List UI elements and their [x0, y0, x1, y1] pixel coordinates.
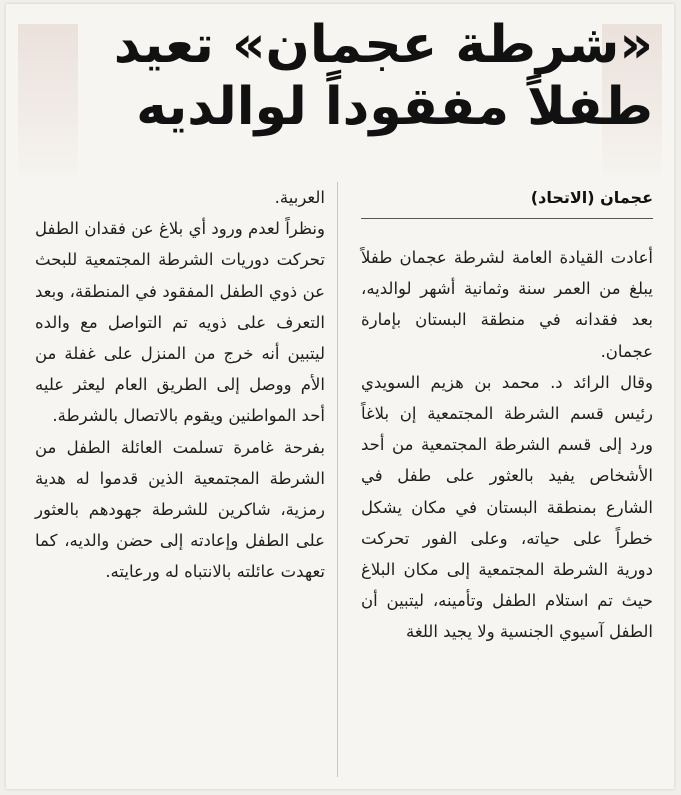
headline-line-2: طفلاً مفقوداً لوالديه — [136, 77, 653, 137]
column-divider — [337, 182, 338, 777]
article-headline — [93, 14, 653, 138]
faded-photo-left — [18, 24, 78, 174]
paragraph: وقال الرائد د. محمد بن هزيم السويدي رئيس قسم الشرطة المجتمعية إن بلاغاً ورد إلى قسم الشرطة المجتمعية من أحد الأشخاص يفيد بالعثور على طفل في الشارع بمنطقة البستان في مكان يشكل خطراً على حياته، وعلى الفور تحركت دورية الشرطة المجتمعية إلى مكان البلاغ حيث تم استلام الطفل وتأمينه، ليتبين أن الطفل آسيوي الجنسية ولا يجيد اللغة — [361, 372, 653, 642]
paragraph: أعادت القيادة العامة لشرطة عجمان طفلاً يبلغ من العمر سنة وثمانية أشهر لوالديه، بعد فقدانه في منطقة البستان بإمارة عجمان. — [361, 248, 653, 361]
article-byline: عجمان (الاتحاد) — [530, 188, 653, 207]
paragraph: العربية. — [274, 188, 325, 207]
paragraph: ونظراً لعدم ورود أي بلاغ عن فقدان الطفل تحركت دوريات الشرطة المجتمعية للبحث عن ذوي الطفل المفقود في المنطقة، وبعد التعرف على ذويه تم التواصل مع والده ليتبين أنه خرج من المنزل على غفلة من الأم ووصل إلى الطريق العام ليعثر عليه أحد المواطنين ويقوم بالاتصال بالشرطة. — [35, 219, 325, 426]
paragraph: بفرحة غامرة تسلمت العائلة الطفل من الشرطة المجتمعية الذين قدموا له هدية رمزية، شاكرين للشرطة جهودهم بالعثور على الطفل وإعادته إلى حضن والديه، كما تعهدت عائلته بالانتباه له ورعايته. — [35, 437, 325, 582]
headline-line-1: «شرطة عجمان» تعيد — [113, 15, 653, 75]
article-column-right — [361, 242, 653, 648]
article-column-left — [35, 182, 325, 588]
byline-divider — [361, 218, 653, 219]
